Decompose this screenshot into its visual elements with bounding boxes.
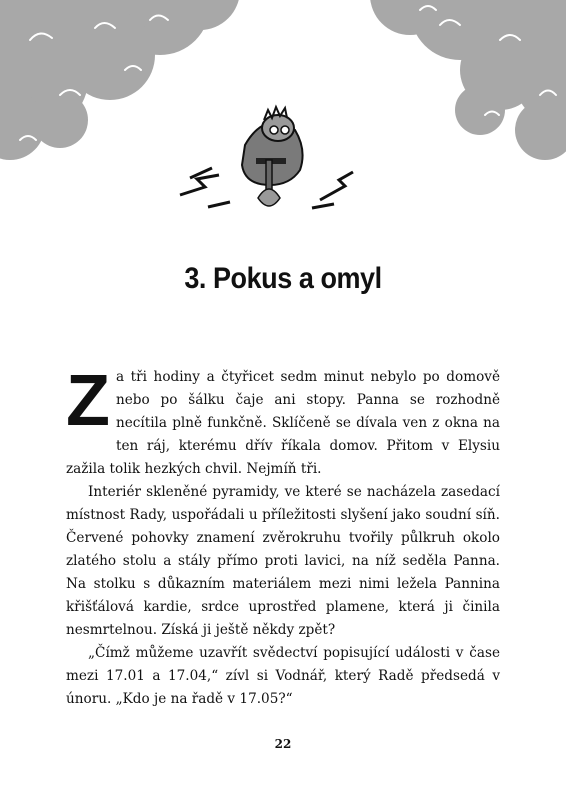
scowling-figure-icon (170, 100, 370, 215)
chapter-title: 3. Pokus a omyl (184, 262, 382, 295)
paragraph-2: Interiér skleněné pyramidy, ve které se nacházela zasedací místnost Rady, uspořádali u příležitosti slyšení jako soudní síň. Červené pohovky znamení zvěrokruhu tvořily půlkruh okolo zlatého stolu a stály přímo proti lavici, na níž seděla Panna. Na stolku s důkazním materiálem mezi nimi ležela Pannina křišťálová kardie, srdce uprostřed plamene, která ji činila nesmrtelnou. Získá ji ještě někdy zpět? (66, 484, 500, 638)
drop-cap: Z (66, 361, 110, 441)
paragraph-3: „Čímž můžeme uzavřít svědectví popisující události v čase mezi 17.01 a 17.04,“ zívl si Vodnář, který Radě předsedá v únoru. „Kdo je na řadě v 17.05?“ (66, 645, 500, 707)
paragraph-1-text: a tři hodiny a čtyřicet sedm minut nebylo po domově nebo po šálku čaje ani stopy. Panna se rozhodně necítila plně funkčně. Sklíčeně se dívala ven z okna na ten ráj, kterému dřív říkala domov. Přitom v Elysiu zažila tolik hezkých chvil. Nejmíň tři. (66, 369, 500, 477)
page-number: 22 (274, 737, 292, 751)
paragraph-1 (66, 361, 500, 481)
body-text (66, 361, 500, 711)
